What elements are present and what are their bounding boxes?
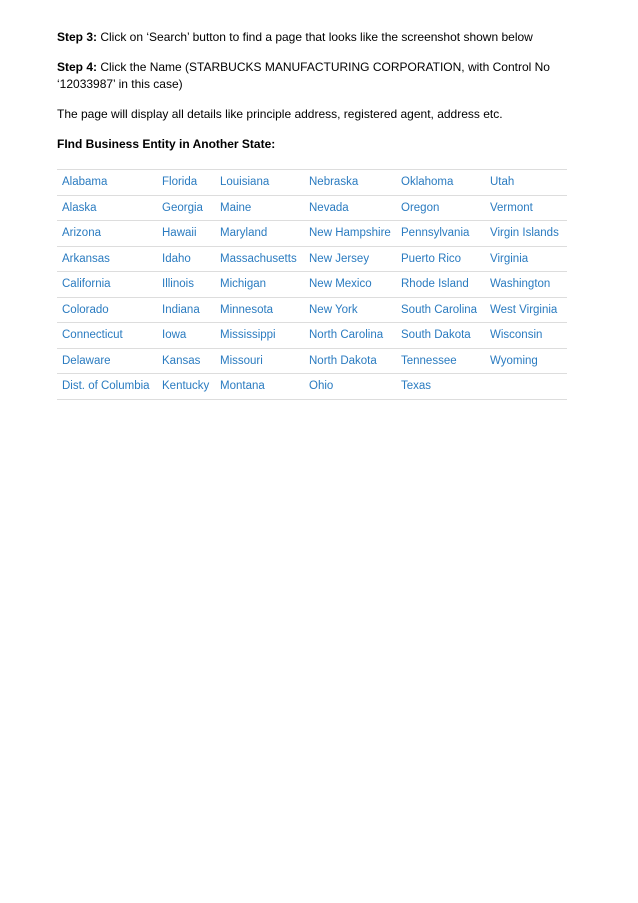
step4-label: Step 4: (57, 60, 98, 74)
table-row (57, 272, 567, 298)
state-link-idaho[interactable]: Idaho (157, 246, 215, 272)
info-paragraph: The page will display all details like principle address, registered agent, address etc. (57, 107, 503, 121)
state-link-kansas[interactable]: Kansas (157, 348, 215, 374)
state-link-virginia[interactable]: Virginia (485, 246, 567, 272)
state-link-arkansas[interactable]: Arkansas (57, 246, 157, 272)
state-link-utah[interactable]: Utah (485, 170, 567, 196)
state-link-pennsylvania[interactable]: Pennsylvania (396, 221, 485, 247)
state-link-oregon[interactable]: Oregon (396, 195, 485, 221)
states-heading: FInd Business Entity in Another State: (57, 137, 276, 151)
state-link-nevada[interactable]: Nevada (304, 195, 396, 221)
table-row (57, 323, 567, 349)
state-link-ohio[interactable]: Ohio (304, 374, 396, 400)
state-link-arizona[interactable]: Arizona (57, 221, 157, 247)
step4-paragraph (57, 59, 567, 93)
state-link-california[interactable]: California (57, 272, 157, 298)
state-link-south-carolina[interactable]: South Carolina (396, 297, 485, 323)
state-link-puerto-rico[interactable]: Puerto Rico (396, 246, 485, 272)
state-link-vermont[interactable]: Vermont (485, 195, 567, 221)
table-row (57, 221, 567, 247)
state-link-illinois[interactable]: Illinois (157, 272, 215, 298)
state-link-indiana[interactable]: Indiana (157, 297, 215, 323)
empty-cell (485, 374, 567, 400)
step3-paragraph (57, 29, 567, 46)
state-link-nebraska[interactable]: Nebraska (304, 170, 396, 196)
state-link-north-dakota[interactable]: North Dakota (304, 348, 396, 374)
step3-label: Step 3: (57, 30, 98, 44)
state-link-west-virginia[interactable]: West Virginia (485, 297, 567, 323)
state-link-connecticut[interactable]: Connecticut (57, 323, 157, 349)
state-link-maine[interactable]: Maine (215, 195, 304, 221)
states-table (57, 169, 567, 400)
state-link-montana[interactable]: Montana (215, 374, 304, 400)
state-link-dist-of-columbia[interactable]: Dist. of Columbia (57, 374, 157, 400)
state-link-louisiana[interactable]: Louisiana (215, 170, 304, 196)
state-link-alabama[interactable]: Alabama (57, 170, 157, 196)
table-row (57, 246, 567, 272)
table-row (57, 195, 567, 221)
state-link-alaska[interactable]: Alaska (57, 195, 157, 221)
state-link-texas[interactable]: Texas (396, 374, 485, 400)
state-link-virgin-islands[interactable]: Virgin Islands (485, 221, 567, 247)
step4-text: Click the Name (STARBUCKS MANUFACTURING CORPORATION, with Control No ‘12033987’ in this case) (57, 60, 550, 91)
step3-text: Click on ‘Search’ button to find a page that looks like the screenshot shown below (97, 30, 533, 44)
state-link-georgia[interactable]: Georgia (157, 195, 215, 221)
state-link-rhode-island[interactable]: Rhode Island (396, 272, 485, 298)
state-link-wisconsin[interactable]: Wisconsin (485, 323, 567, 349)
state-link-maryland[interactable]: Maryland (215, 221, 304, 247)
table-row (57, 348, 567, 374)
state-link-florida[interactable]: Florida (157, 170, 215, 196)
state-link-oklahoma[interactable]: Oklahoma (396, 170, 485, 196)
state-link-washington[interactable]: Washington (485, 272, 567, 298)
state-link-hawaii[interactable]: Hawaii (157, 221, 215, 247)
state-link-kentucky[interactable]: Kentucky (157, 374, 215, 400)
state-link-colorado[interactable]: Colorado (57, 297, 157, 323)
state-link-new-hampshire[interactable]: New Hampshire (304, 221, 396, 247)
state-link-north-carolina[interactable]: North Carolina (304, 323, 396, 349)
document-page (57, 29, 567, 400)
state-link-delaware[interactable]: Delaware (57, 348, 157, 374)
state-link-iowa[interactable]: Iowa (157, 323, 215, 349)
table-row (57, 374, 567, 400)
state-link-tennessee[interactable]: Tennessee (396, 348, 485, 374)
state-link-mississippi[interactable]: Mississippi (215, 323, 304, 349)
state-link-new-mexico[interactable]: New Mexico (304, 272, 396, 298)
state-link-michigan[interactable]: Michigan (215, 272, 304, 298)
table-row (57, 297, 567, 323)
state-link-massachusetts[interactable]: Massachusetts (215, 246, 304, 272)
state-link-missouri[interactable]: Missouri (215, 348, 304, 374)
state-link-south-dakota[interactable]: South Dakota (396, 323, 485, 349)
state-link-wyoming[interactable]: Wyoming (485, 348, 567, 374)
table-row (57, 170, 567, 196)
states-table-body (57, 170, 567, 400)
state-link-new-york[interactable]: New York (304, 297, 396, 323)
state-link-new-jersey[interactable]: New Jersey (304, 246, 396, 272)
state-link-minnesota[interactable]: Minnesota (215, 297, 304, 323)
